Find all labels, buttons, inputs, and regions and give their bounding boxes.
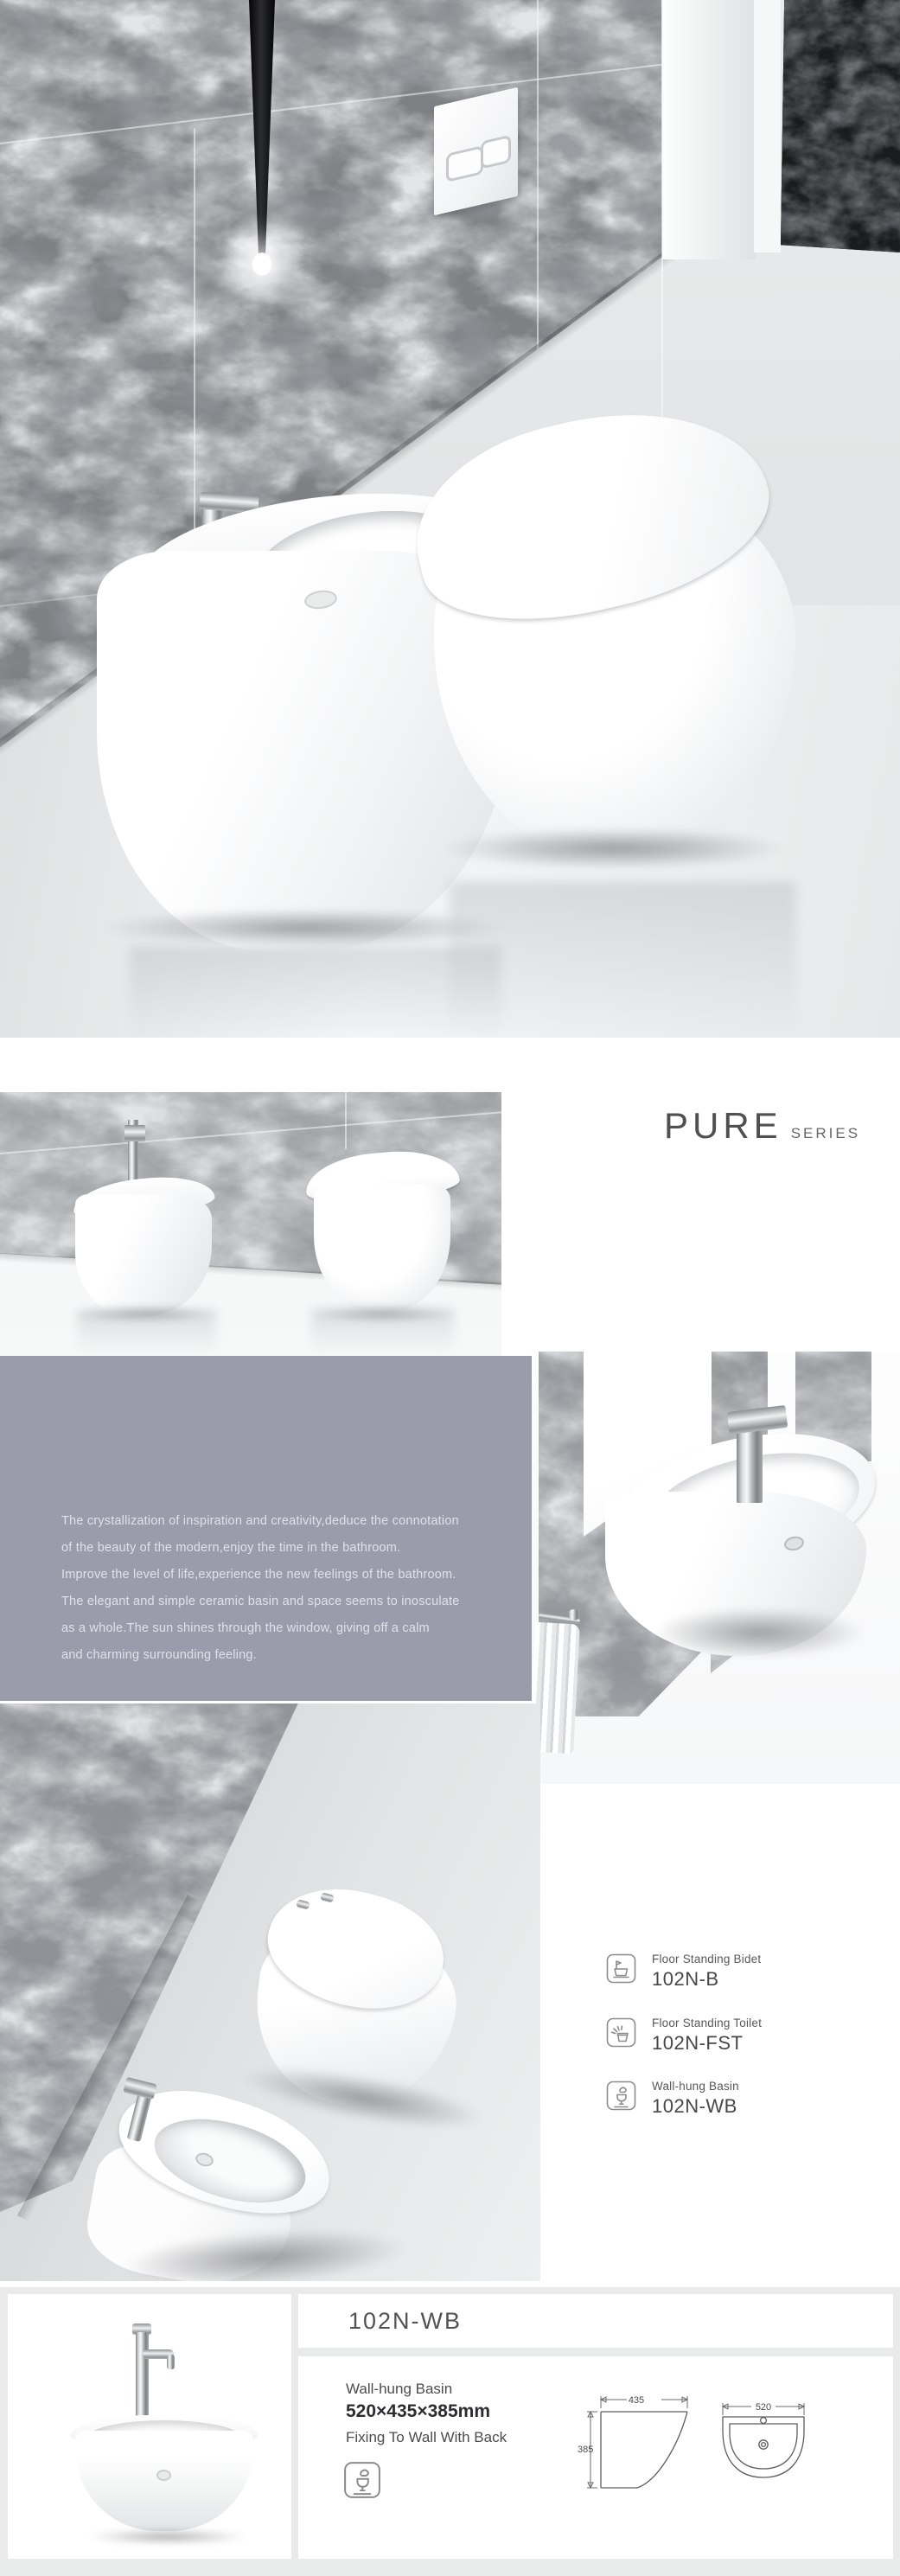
bidet-body xyxy=(75,1194,212,1317)
flush-button-large xyxy=(481,135,511,169)
spec-basin-overflow xyxy=(156,2470,171,2481)
spec-photo-panel xyxy=(8,2294,291,2559)
towel-bar-knob xyxy=(568,1609,579,1620)
hero-photo xyxy=(0,0,900,1038)
basin-icon xyxy=(605,2080,637,2116)
product-label: Wall-hung Basin xyxy=(652,2080,739,2093)
bidet-faucet-handle xyxy=(123,2077,156,2100)
tile-grout-line xyxy=(537,0,539,372)
bidet xyxy=(90,2100,349,2281)
floor-reflection xyxy=(450,882,795,1038)
product-list xyxy=(605,1953,882,2125)
topview-photo xyxy=(0,1703,540,2281)
flush-plate xyxy=(434,87,518,215)
spec-section xyxy=(0,2287,900,2576)
spec-name: Wall-hung Basin xyxy=(346,2381,453,2397)
white-pillar xyxy=(662,0,756,259)
spec-basin-shadow xyxy=(87,2529,247,2544)
spec-size: 520×435×385mm xyxy=(346,2401,490,2421)
spec-code-header xyxy=(298,2294,893,2348)
spec-content-panel xyxy=(298,2356,893,2559)
intro-line: Improve the level of life,experience the new feelings of the bathroom. xyxy=(61,1568,456,1582)
bidet-faucet-handle xyxy=(124,1125,145,1141)
side-view-drawing xyxy=(577,2391,698,2501)
series-heading xyxy=(664,1105,889,1147)
basin-shadow xyxy=(653,1608,865,1658)
product-item-basin xyxy=(605,2080,882,2117)
spec-code: 102N-WB xyxy=(348,2307,463,2334)
intro-panel xyxy=(0,1356,536,1701)
pair-photo xyxy=(0,1092,501,1356)
bidet-shadow xyxy=(102,909,508,947)
toilet-icon xyxy=(605,2017,637,2053)
intro-line: as a whole.The sun shines through the window, giving off a calm xyxy=(61,1621,430,1635)
toilet xyxy=(303,1153,461,1326)
spec-fixing: Fixing To Wall With Back xyxy=(346,2429,507,2445)
intro-line: The elegant and simple ceramic basin and space seems to inosculate xyxy=(61,1595,460,1608)
bidet-icon xyxy=(605,1953,637,1989)
toilet-body xyxy=(314,1184,450,1314)
spec-faucet-spout-tip xyxy=(167,2355,175,2369)
series-subtitle: SERIES xyxy=(790,1125,861,1141)
toilet-shadow xyxy=(443,828,784,869)
product-label: Floor Standing Toilet xyxy=(652,2017,763,2029)
dark-stone-texture xyxy=(781,0,900,252)
floor-reflection xyxy=(130,947,501,1038)
intro-line: of the beauty of the modern,enjoy the time in the bathroom. xyxy=(61,1541,401,1555)
toilet xyxy=(252,1892,463,2113)
product-label: Floor Standing Bidet xyxy=(652,1953,762,1966)
basin-photo xyxy=(532,1352,900,1784)
product-item-bidet xyxy=(605,1953,882,1990)
product-code: 102N-FST xyxy=(652,2032,744,2054)
side-width-dim: 435 xyxy=(628,2395,645,2406)
bidet xyxy=(73,1118,220,1321)
intro-line: and charming surrounding feeling. xyxy=(61,1648,257,1662)
side-height-dim: 385 xyxy=(578,2445,594,2455)
spec-basin-body xyxy=(75,2431,253,2531)
floor-reflection xyxy=(78,1310,216,1355)
product-code: 102N-B xyxy=(652,1968,719,1990)
product-code: 102N-WB xyxy=(652,2095,737,2117)
product-item-toilet xyxy=(605,2017,882,2054)
flush-button-small xyxy=(446,145,483,182)
intro-line: The crystallization of inspiration and creativity,deduce the connotation xyxy=(61,1514,459,1528)
dark-stone-wall xyxy=(781,0,900,252)
series-title: PURE xyxy=(664,1105,782,1146)
wall-hung-basin xyxy=(605,1428,886,1661)
front-view-drawing xyxy=(715,2400,812,2492)
alcove-wall xyxy=(754,0,781,252)
floor-reflection xyxy=(311,1308,454,1355)
toilet xyxy=(413,419,802,891)
tile-grout-line xyxy=(345,1092,347,1149)
basin-icon xyxy=(342,2460,382,2504)
pendant-bulb xyxy=(252,252,272,276)
front-width-dim: 520 xyxy=(755,2402,772,2413)
spec-faucet-body xyxy=(136,2332,149,2426)
